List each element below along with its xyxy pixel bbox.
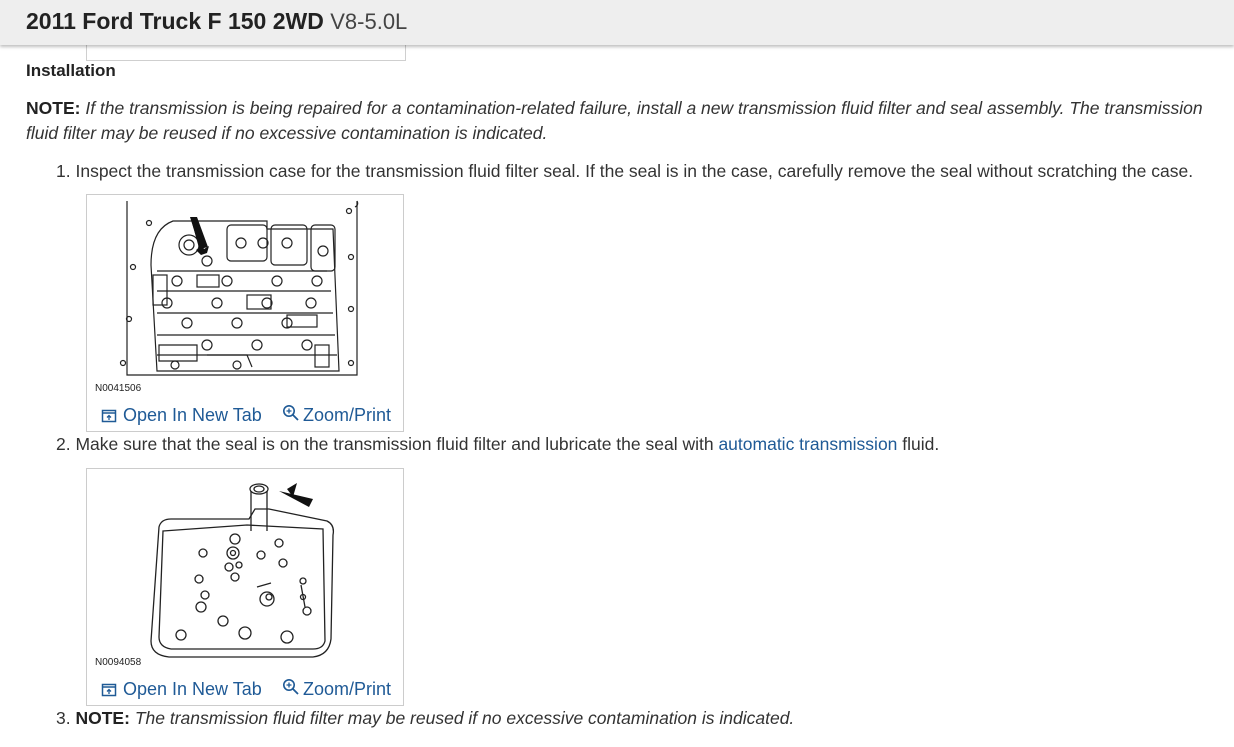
note-text: If the transmission is being repaired for a contamination-related failure, install a new transmission fluid filter and seal assembly. The transmission fluid filter may be reused if no excessive contamination is indicated.	[26, 98, 1203, 143]
zoom-print-label: Zoom/Print	[303, 405, 392, 425]
step-number: 2.	[56, 434, 71, 454]
fluid-filter-illustration	[87, 469, 403, 673]
figure-links	[87, 673, 403, 705]
vehicle-name: 2011 Ford Truck F 150 2WD	[26, 8, 324, 34]
zoom-print-link[interactable]	[282, 405, 391, 426]
open-in-new-tab-link[interactable]	[101, 679, 262, 700]
automatic-transmission-link[interactable]: automatic transmission	[718, 434, 898, 454]
step-text-before: Make sure that the seal is on the transmission fluid filter and lubricate the seal with	[75, 434, 719, 454]
zoom-in-icon	[282, 404, 300, 422]
vehicle-title	[26, 8, 407, 35]
figure-valve-body	[86, 194, 404, 432]
step-note-text: The transmission fluid filter may be reused if no excessive contamination is indicated.	[134, 708, 795, 728]
figure-code: N0041506	[95, 383, 142, 394]
section-title: Installation	[26, 61, 116, 80]
step-number: 1.	[56, 161, 71, 181]
step-1	[56, 161, 1193, 182]
figure-code: N0094058	[95, 657, 142, 668]
valve-body-illustration	[87, 195, 403, 399]
figure-links	[87, 399, 403, 431]
open-in-new-tab-label: Open In New Tab	[123, 405, 262, 425]
open-in-new-tab-label: Open In New Tab	[123, 679, 262, 699]
note-label: NOTE:	[26, 98, 81, 118]
step-number: 3.	[56, 708, 71, 728]
figure-fluid-filter	[86, 468, 404, 706]
step-note-label: NOTE:	[75, 708, 130, 728]
zoom-print-link[interactable]	[282, 679, 391, 700]
page-header	[0, 0, 1234, 45]
engine-label: V8-5.0L	[330, 9, 408, 34]
zoom-print-label: Zoom/Print	[303, 679, 392, 699]
step-2	[56, 434, 939, 455]
step-text: Inspect the transmission case for the transmission fluid filter seal. If the seal is in the case, carefully remove the seal without scratching the case.	[75, 161, 1194, 181]
installation-note	[26, 96, 1226, 146]
step-3	[56, 708, 794, 729]
open-new-tab-icon	[101, 682, 117, 698]
zoom-in-icon	[282, 678, 300, 696]
step-text-after: fluid.	[897, 434, 940, 454]
open-in-new-tab-link[interactable]	[101, 405, 262, 426]
open-new-tab-icon	[101, 408, 117, 424]
